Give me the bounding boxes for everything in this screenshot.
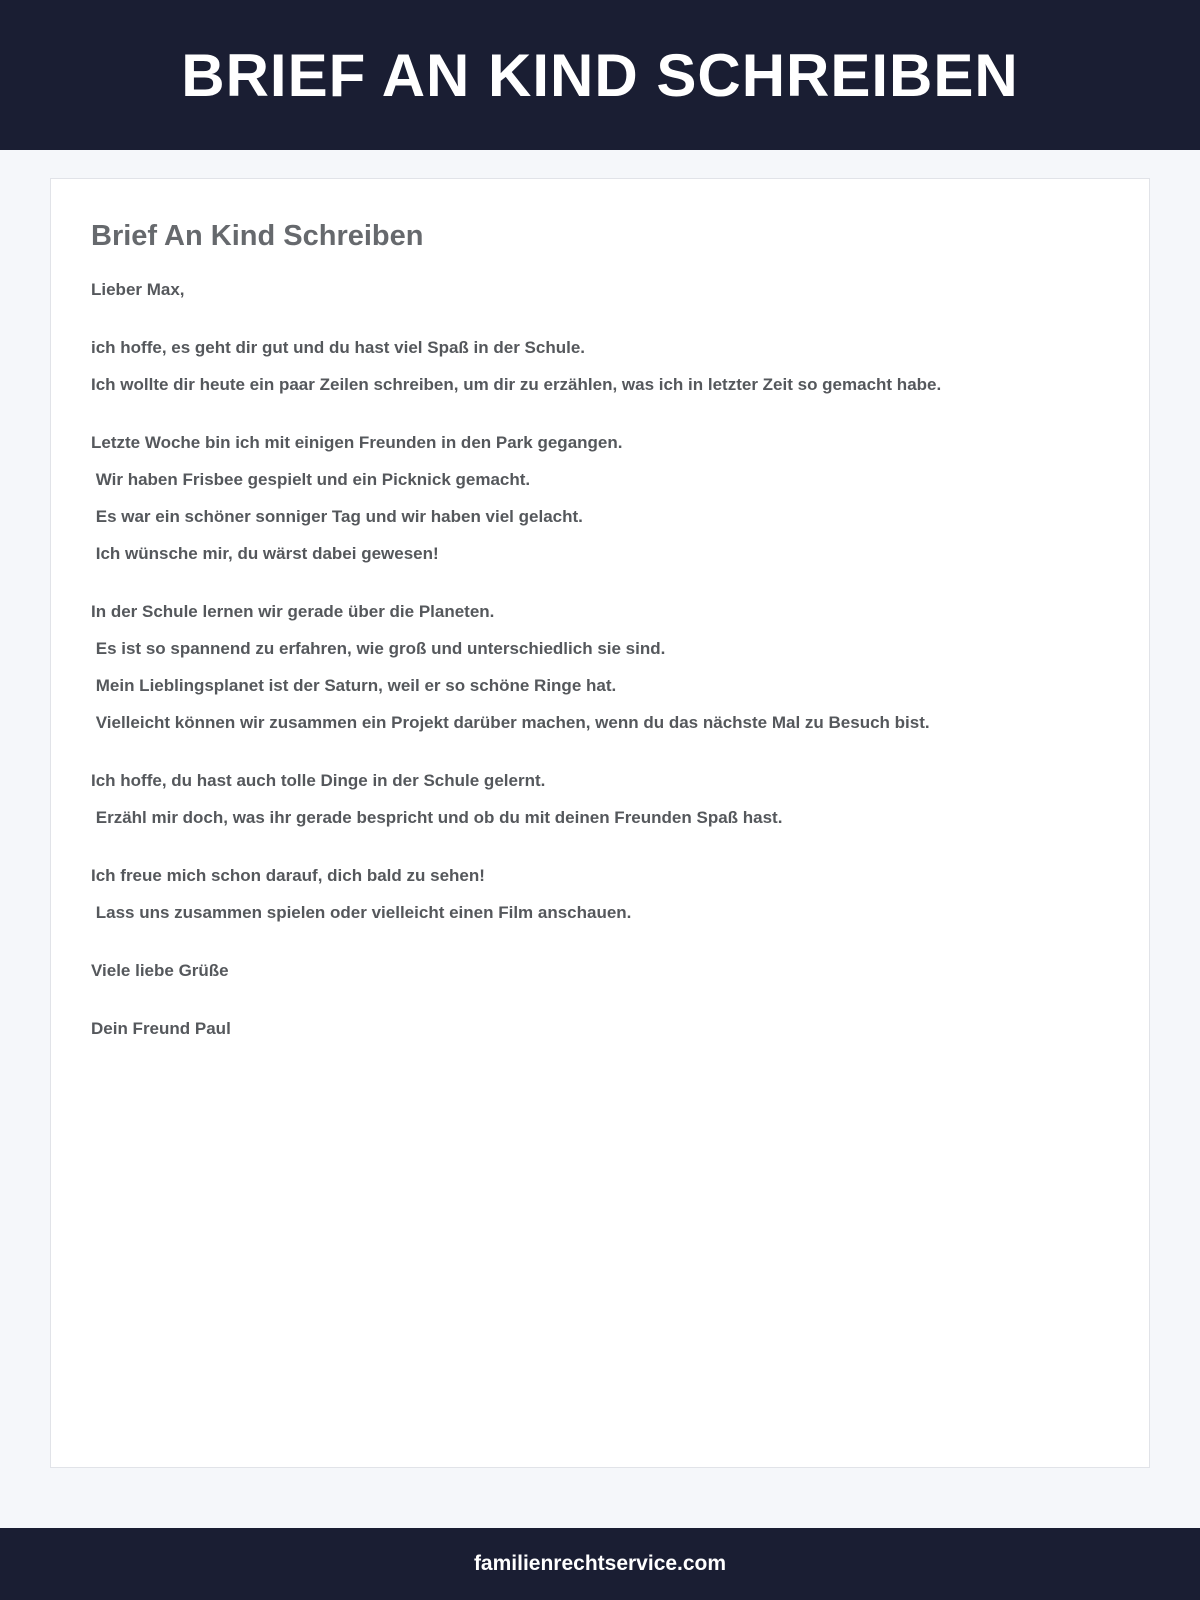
letter-paragraph bbox=[91, 857, 1109, 931]
letter-line: Ich freue mich schon darauf, dich bald zu sehen! bbox=[91, 865, 485, 885]
letter-line: Lieber Max, bbox=[91, 279, 185, 299]
letter-paragraph bbox=[91, 762, 1109, 836]
letter-line: Vielleicht können wir zusammen ein Projekt darüber machen, wenn du das nächste Mal zu Besuch bist. bbox=[91, 712, 930, 732]
letter-signature bbox=[91, 1010, 1109, 1047]
letter-paragraph bbox=[91, 329, 1109, 403]
letter-paragraph bbox=[91, 424, 1109, 572]
letter-line: ich hoffe, es geht dir gut und du hast viel Spaß in der Schule. bbox=[91, 337, 585, 357]
page-header bbox=[0, 0, 1200, 150]
letter-card bbox=[50, 178, 1150, 1468]
letter-line: Letzte Woche bin ich mit einigen Freunden in den Park gegangen. bbox=[91, 432, 623, 452]
page-footer bbox=[0, 1528, 1200, 1600]
card-title: Brief An Kind Schreiben bbox=[91, 220, 424, 252]
letter-line: Ich wünsche mir, du wärst dabei gewesen! bbox=[91, 543, 439, 563]
letter-paragraph bbox=[91, 593, 1109, 741]
letter-line: Erzähl mir doch, was ihr gerade bespricht und ob du mit deinen Freunden Spaß hast. bbox=[91, 807, 783, 827]
content-area bbox=[0, 150, 1200, 1528]
letter-line: Viele liebe Grüße bbox=[91, 960, 229, 980]
letter-line: Lass uns zusammen spielen oder vielleicht einen Film anschauen. bbox=[91, 902, 632, 922]
letter-line: Wir haben Frisbee gespielt und ein Picknick gemacht. bbox=[91, 469, 531, 489]
letter-closing bbox=[91, 952, 1109, 989]
page-title: BRIEF AN KIND SCHREIBEN bbox=[181, 41, 1019, 109]
letter-line: Es ist so spannend zu erfahren, wie groß und unterschiedlich sie sind. bbox=[91, 638, 666, 658]
letter-line: Es war ein schöner sonniger Tag und wir haben viel gelacht. bbox=[91, 506, 583, 526]
letter-line: In der Schule lernen wir gerade über die Planeten. bbox=[91, 601, 495, 621]
letter-body bbox=[91, 271, 1109, 1047]
footer-site-name: familienrechtservice.com bbox=[473, 1552, 727, 1575]
letter-line: Mein Lieblingsplanet ist der Saturn, weil er so schöne Ringe hat. bbox=[91, 675, 617, 695]
letter-line: Dein Freund Paul bbox=[91, 1018, 231, 1038]
letter-line: Ich hoffe, du hast auch tolle Dinge in der Schule gelernt. bbox=[91, 770, 546, 790]
letter-line: Ich wollte dir heute ein paar Zeilen schreiben, um dir zu erzählen, was ich in letzter Zeit so gemacht habe. bbox=[91, 374, 942, 394]
letter-greeting bbox=[91, 271, 1109, 308]
